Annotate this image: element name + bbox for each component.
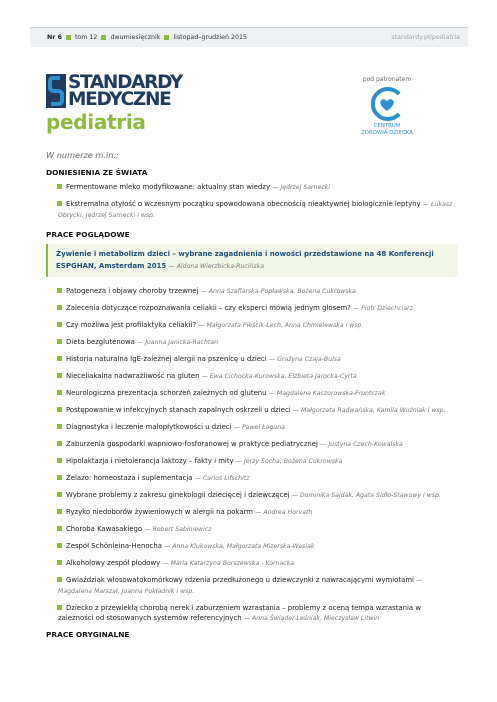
bullet-square-icon: [57, 184, 62, 189]
article-title: Fermentowane mleko modyfikowane: aktualny stan wiedzy: [66, 183, 271, 191]
section-heading: DONIESIENIA ZE ŚWIATA: [46, 168, 148, 177]
bullet-square-icon: [57, 322, 62, 327]
bullet-square-icon: [57, 288, 62, 293]
bullet-square-icon: [57, 526, 62, 531]
logo: [46, 72, 246, 112]
article-title: Choroba Kawasakiego: [66, 525, 143, 533]
article-authors: — Jerzy Socha, Bożena Cukrowska: [235, 458, 343, 465]
list-item[interactable]: [46, 439, 458, 450]
article-authors: — Małgorzata Radwańska, Kamila Woźniak i wsp.: [292, 407, 446, 414]
bullet-square-icon: [57, 407, 62, 412]
frequency: dwumiesięcznik: [110, 34, 161, 41]
article-authors: — Maria Katarzyna Borszewska - Kornacka: [162, 560, 295, 567]
site-url[interactable]: standardy.pl/pediatria: [391, 34, 460, 41]
article-authors: — Jędrzej Sarnecki: [272, 184, 330, 191]
article-title: Diagnostyka i leczenie małopłytkowości u dzieci: [66, 423, 232, 431]
bullet-square-icon: [57, 605, 62, 610]
list-item[interactable]: [46, 286, 458, 297]
header-bar: [30, 27, 468, 47]
separator-square-icon: [66, 35, 71, 40]
article-authors: — Grażyna Czaja-Bulsa: [268, 356, 341, 363]
article-title: Żelazo: homeostaza i suplementacja: [66, 474, 193, 482]
article-title: Zalecenia dotyczące rozpoznawania celiakii – czy eksperci mówią jednym głosem?: [66, 304, 351, 312]
article-title: Ryzyko niedoborów żywieniowych w alergii na pokarm: [66, 508, 253, 516]
heart-circle-icon: [370, 87, 404, 121]
bullet-square-icon: [57, 339, 62, 344]
article-title: Patogeneza i objawy choroby trzewnej: [66, 287, 199, 295]
article-authors: — Łukasz Obrycki, Jędrzej Sarnecki i wsp.: [58, 201, 453, 219]
bullet-square-icon: [57, 373, 62, 378]
patronage-label: pod patronatem: [362, 76, 412, 83]
list-item[interactable]: [46, 303, 458, 314]
bullet-square-icon: [57, 305, 62, 310]
article-title: Żywienie i metabolizm dzieci – wybrane zagadnienia i nowości przedstawione na 48 Konferencji ESPGHAN, Amsterdam 2015: [56, 250, 434, 270]
list-item[interactable]: [46, 456, 458, 467]
logo-line-1: STANDARDY: [68, 72, 182, 93]
header-meta: [47, 34, 247, 41]
bullet-square-icon: [57, 509, 62, 514]
issue-number: Nr 6: [47, 34, 62, 41]
journal-subtitle: pediatria: [46, 110, 146, 134]
separator-square-icon: [164, 35, 169, 40]
list-item[interactable]: [46, 524, 458, 535]
list-item[interactable]: [46, 422, 458, 433]
bullet-square-icon: [57, 424, 62, 429]
article-title: Wybrane problemy z zakresu ginekologii dziecięcej i dziewczęcej: [66, 491, 290, 499]
article-title: Dziecko z przewlekłą chorobą nerek i zaburzeniem wzrastania – problemy z oceną tempa wzrastania w zależności od stosowanych systemów referencyjnych: [58, 604, 421, 622]
article-title: Alkoholowy zespół płodowy: [66, 559, 161, 567]
table-of-contents: [46, 168, 458, 644]
list-item[interactable]: [46, 199, 458, 221]
article-authors: — Robert Sabiniewicz: [144, 526, 212, 533]
article-authors: — Anna Szaflarska-Popławska, Bożena Cukrowska: [200, 288, 356, 295]
article-authors: — Magdalena Marszał, Joanna Pokładnik i wsp.: [58, 577, 423, 595]
separator-square-icon: [101, 35, 106, 40]
bullet-square-icon: [57, 441, 62, 446]
bullet-square-icon: [57, 458, 62, 463]
article-title: Nieceliakalna nadwrażliwość na gluten: [66, 372, 200, 380]
bullet-square-icon: [57, 560, 62, 565]
article-authors: — Carlos Lifschitz: [194, 475, 250, 482]
patronage: [352, 76, 422, 137]
list-item[interactable]: [46, 337, 458, 348]
article-authors: — Joanna Janicka-Rachtan: [137, 339, 219, 346]
bullet-square-icon: [57, 577, 62, 582]
list-item[interactable]: [46, 558, 458, 569]
bullet-square-icon: [57, 543, 62, 548]
volume: tom 12: [74, 34, 98, 41]
featured-article[interactable]: [46, 244, 458, 277]
patronage-org-line-2: ZDROWIA DZIECKA: [361, 130, 413, 136]
list-item[interactable]: [46, 354, 458, 365]
section-heading: PRACE POGLĄDOWE: [46, 230, 130, 239]
patronage-org-line-1: CENTRUM: [373, 123, 401, 129]
article-authors: — Magdalena Kaczorowska-Frontczak: [268, 390, 386, 397]
article-authors: — Ewa Cichocka-Kurowska, Elżbieta Jarocka-Cyrta: [201, 373, 357, 380]
list-item[interactable]: [46, 575, 458, 597]
list-item[interactable]: [46, 507, 458, 518]
article-authors: — Małgorzata Pieścik-Lech, Anna Chmielewska i wsp.: [198, 322, 364, 329]
list-item[interactable]: [46, 603, 458, 624]
list-item[interactable]: [46, 541, 458, 552]
intro-text: W numerze m.in.:: [46, 150, 119, 160]
article-authors: — Justyna Czech-Kowalska: [320, 441, 403, 448]
bullet-square-icon: [57, 201, 62, 206]
article-title: Historia naturalna IgE-zależnej alergii na pszenicę u dzieci: [66, 355, 267, 363]
article-authors: — Paweł Łaguna: [233, 424, 285, 431]
article-title: Gwiaździak włosowatokomórkowy rdzenia przedłużonego u dziewczynki z nawracającymi wymiotami: [66, 576, 414, 584]
article-title: Postępowanie w infekcyjnych stanach zapalnych oskrzeli u dzieci: [66, 406, 291, 414]
list-item[interactable]: [46, 490, 458, 501]
bullet-square-icon: [57, 356, 62, 361]
article-title: Zespół Schönleina-Henocha: [66, 542, 162, 550]
bullet-square-icon: [57, 475, 62, 480]
article-authors: — Dominika Sajdak, Agata Sidło-Stawowy i wsp.: [291, 492, 441, 499]
list-item[interactable]: [46, 371, 458, 382]
article-authors: — Aldona Wierzbicka-Rucińska: [168, 263, 264, 270]
list-item[interactable]: [46, 320, 458, 331]
bullet-square-icon: [57, 492, 62, 497]
article-authors: — Andrea Horvath: [255, 509, 313, 516]
article-title: Dieta bezglutenowa: [66, 338, 135, 346]
article-title: Neurologiczna prezentacja schorzeń zależnych od glutenu: [66, 389, 267, 397]
period: listopad–grudzień 2015: [173, 34, 248, 41]
article-title: Czy możliwa jest profilaktyka celiakii?: [66, 321, 197, 329]
logo-line-2: MEDYCZNE: [68, 89, 171, 110]
list-item[interactable]: [46, 182, 458, 193]
article-authors: — Anna Świąder-Leśniak, Mieczysław Litwin: [243, 615, 380, 622]
article-title: Hipolaktazja i nietolerancja laktozy – fakty i mity: [66, 457, 234, 465]
article-list: [46, 286, 458, 624]
list-item[interactable]: [46, 473, 458, 484]
section-heading: PRACE ORYGINALNE: [46, 630, 130, 639]
article-authors: — Anna Klukowska, Małgorzata Mizerska-Wasiak: [164, 543, 315, 550]
article-title: Ekstremalna otyłość o wczesnym początku spowodowana obecnością nieaktywnej biologicznie leptyny: [66, 200, 421, 208]
article-authors: — Piotr Dziechciarz: [353, 305, 413, 312]
logo-mark-icon: [46, 74, 66, 108]
article-title: Zaburzenia gospodarki wapniowo-fosforanowej w praktyce pediatrycznej: [66, 440, 318, 448]
list-item[interactable]: [46, 388, 458, 399]
list-item[interactable]: [46, 405, 458, 416]
bullet-square-icon: [57, 390, 62, 395]
